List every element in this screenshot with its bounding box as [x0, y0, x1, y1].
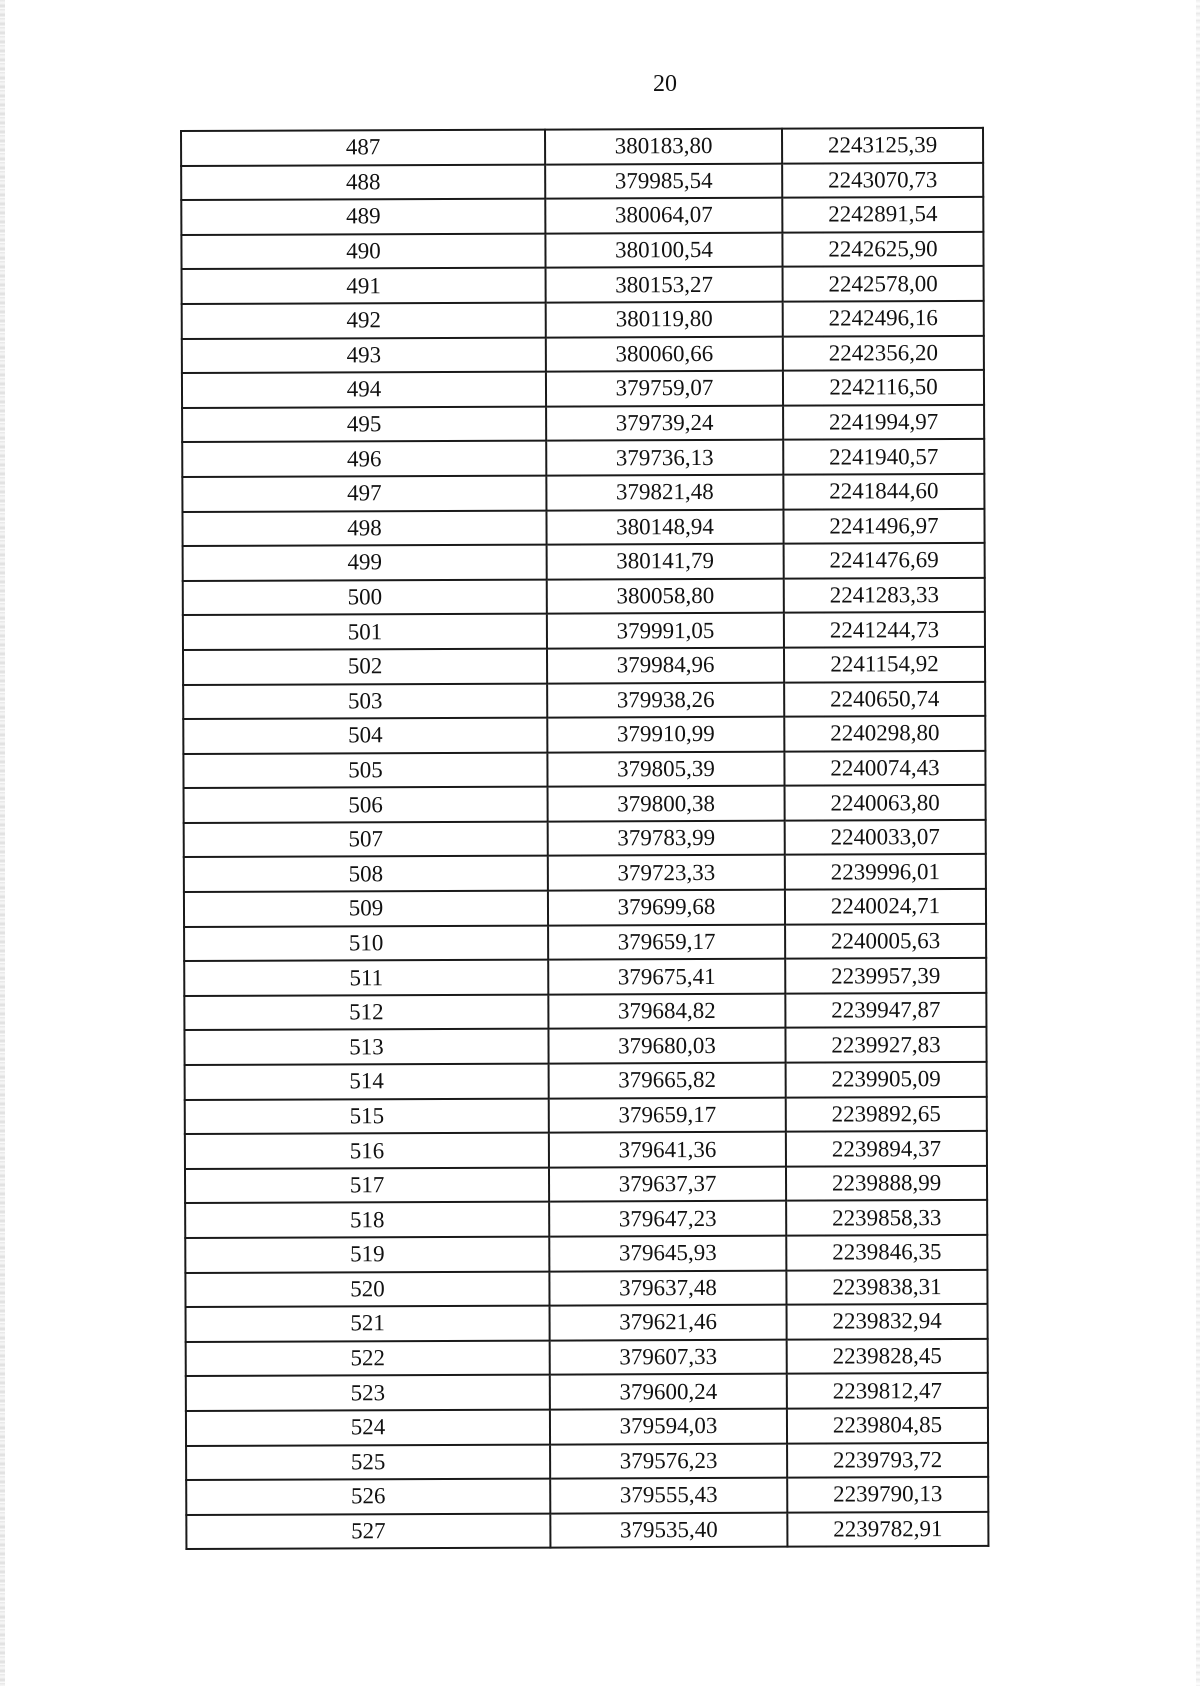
point-number-cell: 507	[184, 821, 548, 857]
table-row	[182, 266, 984, 304]
y-coordinate-cell: 2242625,90	[782, 232, 983, 267]
table-row	[183, 751, 985, 789]
y-coordinate-cell: 2240074,43	[784, 751, 985, 786]
point-number-cell: 509	[184, 891, 548, 927]
x-coordinate-cell: 379805,39	[547, 751, 784, 787]
table-row	[181, 163, 983, 201]
table-row	[184, 820, 986, 858]
point-number-cell: 508	[184, 856, 548, 892]
x-coordinate-cell: 379576,23	[550, 1443, 787, 1479]
y-coordinate-cell: 2242356,20	[783, 335, 984, 370]
y-coordinate-cell: 2239804,85	[787, 1408, 988, 1443]
y-coordinate-cell: 2239888,99	[786, 1166, 987, 1201]
point-number-cell: 522	[186, 1340, 550, 1376]
table-row	[183, 612, 985, 650]
y-coordinate-cell: 2241476,69	[784, 543, 985, 578]
point-number-cell: 513	[184, 1029, 548, 1065]
x-coordinate-cell: 379800,38	[548, 786, 785, 822]
x-coordinate-cell: 380153,27	[546, 267, 783, 303]
y-coordinate-cell: 2243125,39	[782, 128, 983, 163]
table-row	[183, 543, 985, 581]
y-coordinate-cell: 2240033,07	[785, 820, 986, 855]
x-coordinate-cell: 379985,54	[545, 163, 782, 199]
x-coordinate-cell: 379600,24	[550, 1374, 787, 1410]
x-coordinate-cell: 379645,93	[549, 1236, 786, 1272]
table-row	[183, 681, 985, 719]
point-number-cell: 510	[184, 925, 548, 961]
point-number-cell: 501	[183, 614, 547, 650]
x-coordinate-cell: 380100,54	[545, 232, 782, 268]
point-number-cell: 497	[182, 476, 546, 512]
y-coordinate-cell: 2240024,71	[785, 889, 986, 924]
x-coordinate-cell: 379641,36	[549, 1132, 786, 1168]
table-row	[185, 1097, 987, 1135]
point-number-cell: 488	[181, 164, 545, 200]
x-coordinate-cell: 379739,24	[546, 405, 783, 441]
x-coordinate-cell: 379637,37	[549, 1166, 786, 1202]
table-row	[185, 1131, 987, 1169]
table-row	[182, 439, 984, 477]
x-coordinate-cell: 379759,07	[546, 371, 783, 407]
point-number-cell: 505	[183, 752, 547, 788]
y-coordinate-cell: 2239894,37	[786, 1131, 987, 1166]
y-coordinate-cell: 2242496,16	[783, 301, 984, 336]
x-coordinate-cell: 379938,26	[547, 682, 784, 718]
x-coordinate-cell: 379621,46	[550, 1305, 787, 1341]
y-coordinate-cell: 2239838,31	[786, 1270, 987, 1305]
point-number-cell: 526	[186, 1479, 550, 1515]
x-coordinate-cell: 379736,13	[546, 440, 783, 476]
table-row	[181, 197, 983, 235]
y-coordinate-cell: 2240063,80	[785, 785, 986, 820]
table-row	[186, 1442, 988, 1480]
x-coordinate-cell: 380058,80	[547, 578, 784, 614]
y-coordinate-cell: 2240650,74	[784, 681, 985, 716]
y-coordinate-cell: 2242578,00	[783, 266, 984, 301]
scan-edge-right	[1196, 0, 1200, 1686]
point-number-cell: 496	[182, 441, 546, 477]
y-coordinate-cell: 2242891,54	[782, 197, 983, 232]
table-row	[182, 370, 984, 408]
point-number-cell: 506	[184, 787, 548, 823]
point-number-cell: 498	[182, 510, 546, 546]
point-number-cell: 525	[186, 1444, 550, 1480]
coordinates-table-body	[181, 128, 988, 1549]
x-coordinate-cell: 379535,40	[550, 1512, 787, 1548]
point-number-cell: 519	[185, 1237, 549, 1273]
point-number-cell: 499	[183, 545, 547, 581]
table-row	[182, 474, 984, 512]
y-coordinate-cell: 2241154,92	[784, 647, 985, 682]
x-coordinate-cell: 380183,80	[545, 129, 782, 165]
y-coordinate-cell: 2241940,57	[783, 439, 984, 474]
point-number-cell: 494	[182, 372, 546, 408]
x-coordinate-cell: 380141,79	[547, 544, 784, 580]
point-number-cell: 516	[185, 1133, 549, 1169]
table-row	[186, 1373, 988, 1411]
table-row	[184, 854, 986, 892]
point-number-cell: 487	[181, 130, 545, 166]
x-coordinate-cell: 379675,41	[548, 959, 785, 995]
x-coordinate-cell: 379783,99	[548, 821, 785, 857]
x-coordinate-cell: 380060,66	[546, 336, 783, 372]
point-number-cell: 517	[185, 1167, 549, 1203]
y-coordinate-cell: 2241244,73	[784, 612, 985, 647]
table-row	[182, 335, 984, 373]
y-coordinate-cell: 2239790,13	[787, 1477, 988, 1512]
table-row	[183, 578, 985, 616]
x-coordinate-cell: 379984,96	[547, 648, 784, 684]
y-coordinate-cell: 2242116,50	[783, 370, 984, 405]
y-coordinate-cell: 2239832,94	[787, 1304, 988, 1339]
x-coordinate-cell: 379991,05	[547, 613, 784, 649]
x-coordinate-cell: 379659,17	[549, 1097, 786, 1133]
point-number-cell: 491	[182, 268, 546, 304]
table-row	[184, 993, 986, 1031]
table-row	[184, 958, 986, 996]
y-coordinate-cell: 2239858,33	[786, 1200, 987, 1235]
x-coordinate-cell: 379607,33	[550, 1339, 787, 1375]
table-row	[185, 1166, 987, 1204]
table-row	[183, 647, 985, 685]
point-number-cell: 502	[183, 649, 547, 685]
y-coordinate-cell: 2239846,35	[786, 1235, 987, 1270]
point-number-cell: 493	[182, 337, 546, 373]
page-number: 20	[653, 71, 677, 97]
table-row	[185, 1270, 987, 1308]
table-row	[181, 232, 983, 270]
x-coordinate-cell: 380119,80	[546, 302, 783, 338]
y-coordinate-cell: 2241994,97	[783, 405, 984, 440]
x-coordinate-cell: 379637,48	[549, 1270, 786, 1306]
x-coordinate-cell: 379680,03	[548, 1028, 785, 1064]
table-row	[182, 301, 984, 339]
y-coordinate-cell: 2240298,80	[784, 716, 985, 751]
y-coordinate-cell: 2241496,97	[783, 508, 984, 543]
point-number-cell: 495	[182, 406, 546, 442]
point-number-cell: 489	[181, 199, 545, 235]
point-number-cell: 490	[181, 233, 545, 269]
point-number-cell: 518	[185, 1202, 549, 1238]
point-number-cell: 503	[183, 683, 547, 719]
y-coordinate-cell: 2239957,39	[785, 958, 986, 993]
x-coordinate-cell: 379594,03	[550, 1409, 787, 1445]
table-row	[185, 1062, 987, 1100]
table-row	[186, 1512, 988, 1550]
point-number-cell: 523	[186, 1375, 550, 1411]
y-coordinate-cell: 2239905,09	[786, 1062, 987, 1097]
table-row	[186, 1339, 988, 1377]
table-row	[182, 508, 984, 546]
y-coordinate-cell: 2241283,33	[784, 578, 985, 613]
x-coordinate-cell: 379723,33	[548, 855, 785, 891]
x-coordinate-cell: 380148,94	[546, 509, 783, 545]
table-row	[182, 405, 984, 443]
point-number-cell: 521	[186, 1306, 550, 1342]
y-coordinate-cell: 2239996,01	[785, 854, 986, 889]
point-number-cell: 527	[186, 1513, 550, 1549]
y-coordinate-cell: 2239782,91	[787, 1512, 988, 1547]
table-row	[186, 1408, 988, 1446]
point-number-cell: 515	[185, 1098, 549, 1134]
table-row	[184, 785, 986, 823]
scan-edge-left	[0, 0, 5, 1686]
point-number-cell: 492	[182, 303, 546, 339]
point-number-cell: 511	[184, 960, 548, 996]
table-row	[186, 1477, 988, 1515]
x-coordinate-cell: 379699,68	[548, 890, 785, 926]
y-coordinate-cell: 2239793,72	[787, 1442, 988, 1477]
table-row	[185, 1235, 987, 1273]
x-coordinate-cell: 379821,48	[546, 475, 783, 511]
point-number-cell: 512	[184, 994, 548, 1030]
x-coordinate-cell: 379684,82	[548, 994, 785, 1030]
y-coordinate-cell: 2240005,63	[785, 924, 986, 959]
table-row	[184, 889, 986, 927]
table-row	[181, 128, 983, 166]
y-coordinate-cell: 2241844,60	[783, 474, 984, 509]
x-coordinate-cell: 379659,17	[548, 924, 785, 960]
table-row	[184, 924, 986, 962]
y-coordinate-cell: 2239947,87	[785, 993, 986, 1028]
y-coordinate-cell: 2243070,73	[782, 163, 983, 198]
table-row	[185, 1200, 987, 1238]
table-row	[186, 1304, 988, 1342]
x-coordinate-cell: 379647,23	[549, 1201, 786, 1237]
x-coordinate-cell: 379665,82	[549, 1063, 786, 1099]
table-row	[184, 1027, 986, 1065]
point-number-cell: 504	[183, 718, 547, 754]
point-number-cell: 500	[183, 579, 547, 615]
y-coordinate-cell: 2239828,45	[787, 1339, 988, 1374]
x-coordinate-cell: 379910,99	[547, 717, 784, 753]
table-row	[183, 716, 985, 754]
x-coordinate-cell: 379555,43	[550, 1478, 787, 1514]
coordinates-table	[180, 127, 989, 1550]
point-number-cell: 524	[186, 1410, 550, 1446]
y-coordinate-cell: 2239892,65	[786, 1097, 987, 1132]
x-coordinate-cell: 380064,07	[545, 198, 782, 234]
point-number-cell: 514	[185, 1064, 549, 1100]
y-coordinate-cell: 2239812,47	[787, 1373, 988, 1408]
y-coordinate-cell: 2239927,83	[785, 1027, 986, 1062]
point-number-cell: 520	[185, 1271, 549, 1307]
